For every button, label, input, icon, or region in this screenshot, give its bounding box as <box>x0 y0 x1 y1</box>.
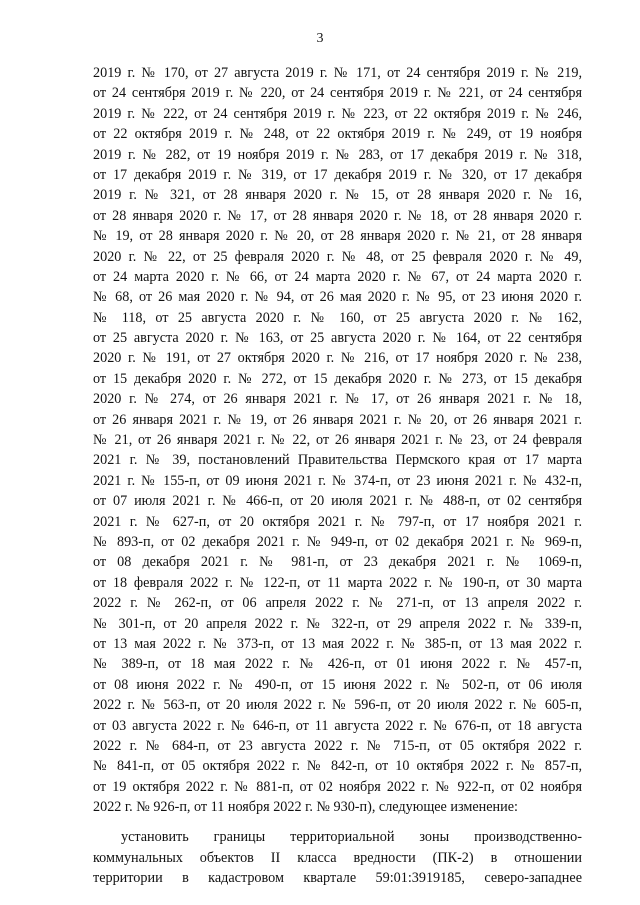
page-number: 3 <box>316 31 324 46</box>
text-line: от 13 мая 2022 г. № 373-п, от 13 мая 2022 г. № 385-п, от 13 мая 2022 г. <box>93 635 582 652</box>
text-line: от 24 марта 2020 г. № 66, от 24 марта 2020 г. № 67, от 24 марта 2020 г. <box>93 268 582 285</box>
text-line: 2019 г. № 282, от 19 ноября 2019 г. № 283, от 17 декабря 2019 г. № 318, <box>93 146 582 163</box>
text-line: 2020 г. № 22, от 25 февраля 2020 г. № 48, от 25 февраля 2020 г. № 49, <box>93 248 582 265</box>
text-line: от 15 декабря 2020 г. № 272, от 15 декабря 2020 г. № 273, от 15 декабря <box>93 370 582 387</box>
text-line: 2020 г. № 191, от 27 октября 2020 г. № 216, от 17 ноября 2020 г. № 238, <box>93 350 582 367</box>
text-line: № 118, от 25 августа 2020 г. № 160, от 25 августа 2020 г. № 162, <box>93 309 582 326</box>
text-line: территории в кадастровом квартале 59:01:3919185, северо-западнее <box>93 870 582 887</box>
text-line: 2022 г. № 262-п, от 06 апреля 2022 г. № 271-п, от 13 апреля 2022 г. <box>93 595 582 612</box>
text-line: 2019 г. № 170, от 27 августа 2019 г. № 171, от 24 сентября 2019 г. № 219, <box>93 65 582 81</box>
text-line: 2022 г. № 926-п, от 11 ноября 2022 г. № 930-п), следующее изменение: <box>93 799 518 816</box>
text-line: от 26 января 2021 г. № 19, от 26 января 2021 г. № 20, от 26 января 2021 г. <box>93 411 582 428</box>
paragraph-list-of-acts <box>93 63 582 817</box>
text-line: установить границы территориальной зоны производственно- <box>121 829 582 846</box>
text-line: № 68, от 26 мая 2020 г. № 94, от 26 мая 2020 г. № 95, от 23 июня 2020 г. <box>93 289 582 306</box>
text-line: 2021 г. № 39, постановлений Правительства Пермского края от 17 марта <box>93 452 582 469</box>
text-line: 2020 г. № 274, от 26 января 2021 г. № 17, от 26 января 2021 г. № 18, <box>93 391 582 408</box>
text-line: от 03 августа 2022 г. № 646-п, от 11 августа 2022 г. № 676-п, от 18 августа <box>93 717 582 734</box>
text-line: 2019 г. № 222, от 24 сентября 2019 г. № 223, от 22 октября 2019 г. № 246, <box>93 105 582 122</box>
text-line: от 28 января 2020 г. № 17, от 28 января 2020 г. № 18, от 28 января 2020 г. <box>93 207 582 224</box>
text-line: от 08 декабря 2021 г. № 981-п, от 23 декабря 2021 г. № 1069-п, <box>93 554 582 571</box>
text-line: от 22 октября 2019 г. № 248, от 22 октября 2019 г. № 249, от 19 ноября <box>93 126 582 143</box>
text-line: № 389-п, от 18 мая 2022 г. № 426-п, от 01 июня 2022 г. № 457-п, <box>93 656 582 673</box>
text-line: № 21, от 26 января 2021 г. № 22, от 26 января 2021 г. № 23, от 24 февраля <box>93 432 582 449</box>
text-line: от 07 июля 2021 г. № 466-п, от 20 июля 2021 г. № 488-п, от 02 сентября <box>93 493 582 510</box>
text-line: 2022 г. № 563-п, от 20 июля 2022 г. № 596-п, от 20 июля 2022 г. № 605-п, <box>93 697 582 714</box>
text-line: от 25 августа 2020 г. № 163, от 25 августа 2020 г. № 164, от 22 сентября <box>93 330 582 347</box>
document-body <box>93 63 582 889</box>
paragraph-spacing <box>93 817 582 827</box>
text-line: № 19, от 28 января 2020 г. № 20, от 28 января 2020 г. № 21, от 28 января <box>93 228 582 245</box>
text-line: от 19 октября 2022 г. № 881-п, от 02 ноября 2022 г. № 922-п, от 02 ноября <box>93 778 582 795</box>
text-line: 2019 г. № 321, от 28 января 2020 г. № 15, от 28 января 2020 г. № 16, <box>93 187 582 204</box>
text-line: от 18 февраля 2022 г. № 122-п, от 11 марта 2022 г. № 190-п, от 30 марта <box>93 574 582 591</box>
text-line: 2022 г. № 684-п, от 23 августа 2022 г. № 715-п, от 05 октября 2022 г. <box>93 737 582 754</box>
paragraph-establish-zone <box>93 827 582 888</box>
text-line: коммунальных объектов II класса вредности (ПК-2) в отношении <box>93 849 582 866</box>
text-line: № 301-п, от 20 апреля 2022 г. № 322-п, от 29 апреля 2022 г. № 339-п, <box>93 615 582 632</box>
text-line: от 24 сентября 2019 г. № 220, от 24 сентября 2019 г. № 221, от 24 сентября <box>93 85 582 102</box>
text-line: от 08 июня 2022 г. № 490-п, от 15 июня 2022 г. № 502-п, от 06 июля <box>93 676 582 693</box>
text-line: № 893-п, от 02 декабря 2021 г. № 949-п, от 02 декабря 2021 г. № 969-п, <box>93 533 582 550</box>
text-line: от 17 декабря 2019 г. № 319, от 17 декабря 2019 г. № 320, от 17 декабря <box>93 166 582 183</box>
text-line: 2021 г. № 155-п, от 09 июня 2021 г. № 374-п, от 23 июня 2021 г. № 432-п, <box>93 472 582 489</box>
text-line: 2021 г. № 627-п, от 20 октября 2021 г. № 797-п, от 17 ноября 2021 г. <box>93 513 582 530</box>
text-line: № 841-п, от 05 октября 2022 г. № 842-п, от 10 октября 2022 г. № 857-п, <box>93 758 582 775</box>
